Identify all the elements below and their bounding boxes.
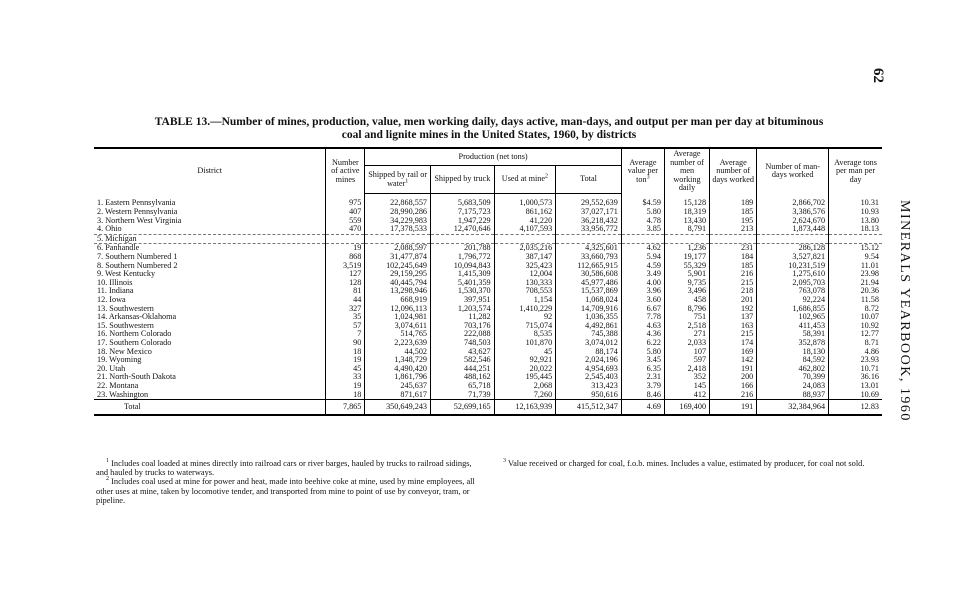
table-title-line2: coal and lignite mines in the United States, 1960, by districts (341, 129, 637, 141)
table-cell: 4.63 (621, 322, 664, 331)
table-cell: 3,519 (326, 262, 365, 271)
table-cell: 5.94 (621, 253, 664, 262)
table-cell: 1,275,610 (757, 270, 829, 279)
total-cell: 191 (710, 400, 757, 416)
table-cell: 2,033 (664, 339, 709, 348)
footnote-1-mark: 1 (106, 458, 109, 465)
table-cell: 245,637 (365, 382, 431, 391)
header-tons: Average tons per man per day (829, 148, 882, 194)
table-cell: 44,502 (365, 348, 431, 357)
table-cell: 11.01 (829, 262, 882, 271)
header-value-label: Average value per ton (627, 157, 658, 184)
table-cell: 950,616 (556, 391, 622, 400)
table-cell: 107 (664, 348, 709, 357)
table-cell: 10,231,519 (757, 262, 829, 271)
table-cell: 4,492,861 (556, 322, 622, 331)
table-cell: 195,445 (494, 373, 556, 382)
total-cell: 52,699,165 (431, 400, 495, 416)
district-name: 18. New Mexico (97, 346, 152, 356)
table-cell: 142 (710, 356, 757, 365)
footnote-3-mark: 3 (503, 458, 506, 465)
table-cell: 871,617 (365, 391, 431, 400)
table-cell: 58,391 (757, 330, 829, 339)
table-cell: 102,245,649 (365, 262, 431, 271)
table-cell: 19 (326, 244, 365, 253)
table-cell: 45 (494, 348, 556, 357)
table-cell: 101,870 (494, 339, 556, 348)
header-men: Average number of men working daily (664, 148, 709, 194)
table-cell: 488,162 (431, 373, 495, 382)
table-cell: 3.79 (621, 382, 664, 391)
table-cell: 9,735 (664, 279, 709, 288)
district-name: 20. Utah (97, 363, 126, 373)
table-cell: 169 (710, 348, 757, 357)
table-cell: 201 (710, 296, 757, 305)
table-cell: 444,251 (431, 365, 495, 374)
table-cell: 668,919 (365, 296, 431, 305)
district-name: 17. Southern Colorado (97, 337, 172, 347)
table-cell: 88,174 (556, 348, 622, 357)
table-cell: 71,739 (431, 391, 495, 400)
table-cell: 13.01 (829, 382, 882, 391)
table-cell: 45 (326, 365, 365, 374)
table-cell: 35 (326, 313, 365, 322)
table-cell: 5,901 (664, 270, 709, 279)
header-mandays: Number of man-days worked (757, 148, 829, 194)
district-name: 8. Southern Numbered 2 (97, 260, 178, 270)
table-cell: 10,094,843 (431, 262, 495, 271)
table-cell: 2,418 (664, 365, 709, 374)
table-cell: 130,333 (494, 279, 556, 288)
table-cell: 195 (710, 217, 757, 226)
table-cell: 8.72 (829, 305, 882, 314)
table-cell: 127 (326, 270, 365, 279)
district-name: 23. Washington (97, 389, 149, 399)
table-cell: 92,921 (494, 356, 556, 365)
table-cell: 11,282 (431, 313, 495, 322)
table-cell: 81 (326, 287, 365, 296)
table-cell: 1,024,981 (365, 313, 431, 322)
table-cell: 5,683,509 (431, 199, 495, 208)
table-cell: 37,027,171 (556, 208, 622, 217)
table-cell: 1,415,309 (431, 270, 495, 279)
table-cell: 3,496 (664, 287, 709, 296)
table-cell: 34,229,983 (365, 217, 431, 226)
table-cell: 1,873,448 (757, 225, 829, 234)
table-cell: 2,223,639 (365, 339, 431, 348)
table-cell: 745,388 (556, 330, 622, 339)
table-cell: 45,977,486 (556, 279, 622, 288)
district-name: 16. Northern Colorado (97, 329, 172, 339)
total-cell: 350,649,243 (365, 400, 431, 416)
footnote-1-text: Includes coal loaded at mines directly into railroad cars or river barges, hauled by trucks to railroad sidings, and hauled by trucks to waterways. (96, 459, 472, 478)
table-cell: 708,553 (494, 287, 556, 296)
table-cell: 582,546 (431, 356, 495, 365)
table-cell: 40,445,794 (365, 279, 431, 288)
header-used-note: 2 (545, 173, 548, 180)
table-cell: 18,130 (757, 348, 829, 357)
table-cell: 65,718 (431, 382, 495, 391)
table-cell: 88,937 (757, 391, 829, 400)
table-cell: 597 (664, 356, 709, 365)
table-cell: 192 (710, 305, 757, 314)
table-row (94, 391, 882, 400)
table-row (94, 225, 882, 234)
table-cell: 4,954,693 (556, 365, 622, 374)
table-cell: 1,068,024 (556, 296, 622, 305)
table-cell: 20.36 (829, 287, 882, 296)
table-cell: 57 (326, 322, 365, 331)
total-cell: 415,512,347 (556, 400, 622, 416)
district-name: 9. West Kentucky (97, 269, 156, 279)
table-cell: 70,399 (757, 373, 829, 382)
table-cell: 352,878 (757, 339, 829, 348)
table-cell: 1,861,796 (365, 373, 431, 382)
header-rail (365, 165, 431, 194)
table-cell: 271 (664, 330, 709, 339)
total-cell: 12.83 (829, 400, 882, 416)
table-cell: 29,552,639 (556, 199, 622, 208)
table-cell: 145 (664, 382, 709, 391)
table-cell: 18 (326, 391, 365, 400)
table-cell: 19 (326, 356, 365, 365)
header-district: District (94, 148, 326, 194)
table-cell: 411,453 (757, 322, 829, 331)
table-cell: 514,765 (365, 330, 431, 339)
table-cell: 200 (710, 373, 757, 382)
table-cell: 23.93 (829, 356, 882, 365)
table-cell: 703,176 (431, 322, 495, 331)
header-active-mines: Number of active mines (326, 148, 365, 194)
table-cell: 3,074,012 (556, 339, 622, 348)
district-name: 11. Indiana (97, 286, 134, 296)
table-cell: 763,078 (757, 287, 829, 296)
page-number: 62 (870, 68, 886, 83)
footnote-1 (96, 459, 476, 477)
total-cell: 4.69 (621, 400, 664, 416)
district-name: 15. Southwestern (97, 320, 154, 330)
table-cell: 10.93 (829, 208, 882, 217)
table-cell: 559 (326, 217, 365, 226)
table-cell: 2,088,597 (365, 244, 431, 253)
table-cell: 3.49 (621, 270, 664, 279)
footnote-2-mark: 2 (106, 476, 109, 483)
total-row (94, 400, 882, 416)
table-cell: 5.80 (621, 208, 664, 217)
table-cell: 715,074 (494, 322, 556, 331)
header-truck: Shipped by truck (431, 165, 495, 194)
district-name: 21. North-South Dakota (97, 372, 176, 382)
table-cell: 1,203,574 (431, 305, 495, 314)
header-rail-note: 1 (405, 177, 409, 184)
table-cell: 92 (494, 313, 556, 322)
table-cell: 470 (326, 225, 365, 234)
table-cell: 407 (326, 208, 365, 217)
table-cell: 11.58 (829, 296, 882, 305)
table-cell: 1,410,229 (494, 305, 556, 314)
table-cell: 4,490,420 (365, 365, 431, 374)
table-cell: 28,990,286 (365, 208, 431, 217)
table-cell: 15.12 (829, 244, 882, 253)
district-name: 7. Southern Numbered 1 (97, 252, 178, 262)
table-cell: 231 (710, 244, 757, 253)
table-cell: 213 (710, 225, 757, 234)
district-name: 4. Ohio (94, 225, 326, 234)
header-total: Total (556, 165, 622, 194)
table-cell: 43,627 (431, 348, 495, 357)
table-cell: 1,348,729 (365, 356, 431, 365)
table-cell: 33,956,772 (556, 225, 622, 234)
district-name: 2. Western Pennsylvania (97, 207, 178, 217)
footnote-3-text: Value received or charged for coal, f.o.b. mines. Includes a value, estimated by producer, for coal not sold. (507, 459, 865, 468)
total-cell: 7,865 (326, 400, 365, 416)
table-cell: 90 (326, 339, 365, 348)
table-cell: 10.07 (829, 313, 882, 322)
table-cell: 462,802 (757, 365, 829, 374)
table-cell: 55,329 (664, 262, 709, 271)
table-cell: 2,545,403 (556, 373, 622, 382)
table-cell: 112,665,915 (556, 262, 622, 271)
table-cell: 36.16 (829, 373, 882, 382)
table-cell: 13,298,946 (365, 287, 431, 296)
table-cell: 163 (710, 322, 757, 331)
table-cell: 18 (326, 348, 365, 357)
table-cell: 15,128 (664, 199, 709, 208)
district-name: 19. Wyoming (97, 355, 142, 365)
table-cell: 8.46 (621, 391, 664, 400)
table-cell: 4.00 (621, 279, 664, 288)
table-cell: 7,175,723 (431, 208, 495, 217)
total-cell: 12,163,939 (494, 400, 556, 416)
table-cell: 21.94 (829, 279, 882, 288)
table-cell: 18.13 (829, 225, 882, 234)
table-title (94, 116, 884, 142)
table-cell: 1,000,573 (494, 199, 556, 208)
table-cell: 4.86 (829, 348, 882, 357)
table-cell: 6.35 (621, 365, 664, 374)
header-value (621, 148, 664, 194)
table-cell: 137 (710, 313, 757, 322)
total-cell: 169,400 (664, 400, 709, 416)
table-cell: 189 (710, 199, 757, 208)
table-cell: 102,965 (757, 313, 829, 322)
district-name: 10. Illinois (97, 277, 133, 287)
table-cell: 1,530,370 (431, 287, 495, 296)
table-cell: 215 (710, 330, 757, 339)
table-cell: 201,788 (431, 244, 495, 253)
table-cell: 17,378,533 (365, 225, 431, 234)
table-cell: 2.31 (621, 373, 664, 382)
table-cell: 10.71 (829, 365, 882, 374)
table-cell: 23.98 (829, 270, 882, 279)
table-cell: 327 (326, 305, 365, 314)
district-name: 5. Michigan (94, 234, 326, 244)
table-cell: 128 (326, 279, 365, 288)
table-cell: 9.54 (829, 253, 882, 262)
district-name: 14. Arkansas-Oklahoma (97, 312, 177, 322)
table-cell: 12,096,113 (365, 305, 431, 314)
table-cell: 4.78 (621, 217, 664, 226)
table-cell: 33,660,793 (556, 253, 622, 262)
table-cell: 412 (664, 391, 709, 400)
table-cell: 1,154 (494, 296, 556, 305)
table-cell: 8,796 (664, 305, 709, 314)
table-cell: 12.77 (829, 330, 882, 339)
table-cell: 41,220 (494, 217, 556, 226)
coal-statistics-table (94, 147, 882, 416)
table-cell: 8,535 (494, 330, 556, 339)
table-cell: 10.92 (829, 322, 882, 331)
table-cell: 1,947,229 (431, 217, 495, 226)
table-cell: 2,518 (664, 322, 709, 331)
table-cell: 2,068 (494, 382, 556, 391)
table-cell: 12,004 (494, 270, 556, 279)
header-used (494, 165, 556, 194)
table-cell: 2,624,670 (757, 217, 829, 226)
table-cell: 4.36 (621, 330, 664, 339)
district-name: 1. Eastern Pennsylvania (97, 198, 176, 208)
table-cell: 751 (664, 313, 709, 322)
header-production: Production (net tons) (365, 148, 621, 165)
table-cell: 24,083 (757, 382, 829, 391)
running-head: MINERALS YEARBOOK, 1960 (897, 200, 912, 422)
table-cell: 3,527,821 (757, 253, 829, 262)
table-cell: 8,791 (664, 225, 709, 234)
table-cell: 1,686,855 (757, 305, 829, 314)
table-cell: $4.59 (621, 199, 664, 208)
table-cell: 19,177 (664, 253, 709, 262)
table-cell: 4.59 (621, 262, 664, 271)
table-cell: 19 (326, 382, 365, 391)
table-cell: 12,470,646 (431, 225, 495, 234)
table-cell: 7 (326, 330, 365, 339)
table-cell: 6.67 (621, 305, 664, 314)
table-cell: 18,319 (664, 208, 709, 217)
table-cell: 215 (710, 279, 757, 288)
table-cell: 286,128 (757, 244, 829, 253)
table-cell: 36,218,432 (556, 217, 622, 226)
table-cell: 2,024,196 (556, 356, 622, 365)
header-value-note: 3 (646, 174, 650, 181)
table-cell: 185 (710, 262, 757, 271)
table-cell: 166 (710, 382, 757, 391)
total-label: Total (94, 400, 326, 416)
header-days: Average number of days worked (710, 148, 757, 194)
total-cell: 32,384,964 (757, 400, 829, 416)
district-name: 12. Iowa (97, 295, 126, 304)
table-cell: 4,325,601 (556, 244, 622, 253)
footnote-3 (493, 459, 881, 468)
table-cell: 222,088 (431, 330, 495, 339)
table-cell: 185 (710, 208, 757, 217)
table-cell: 975 (326, 199, 365, 208)
table-cell: 20,022 (494, 365, 556, 374)
header-used-label: Used at mine (501, 174, 545, 184)
table-cell: 3.96 (621, 287, 664, 296)
table-cell: 2,866,702 (757, 199, 829, 208)
table-cell: 325,423 (494, 262, 556, 271)
table-cell: 174 (710, 339, 757, 348)
table-cell: 191 (710, 365, 757, 374)
footnotes-left (96, 459, 476, 505)
table-cell: 1,036,355 (556, 313, 622, 322)
table-cell: 4.62 (621, 244, 664, 253)
table-cell: 748,503 (431, 339, 495, 348)
footnotes-right (493, 459, 881, 468)
table-cell: 10.69 (829, 391, 882, 400)
table-cell: 3,386,576 (757, 208, 829, 217)
table-cell: 2,095,703 (757, 279, 829, 288)
table-cell: 1,796,772 (431, 253, 495, 262)
table-cell: 33 (326, 373, 365, 382)
table-cell: 8.71 (829, 339, 882, 348)
table-cell: 15,537,869 (556, 287, 622, 296)
table-cell: 3.45 (621, 356, 664, 365)
table-cell: 92,224 (757, 296, 829, 305)
table-cell: 7,260 (494, 391, 556, 400)
table-body (94, 199, 882, 399)
table-cell: 10.31 (829, 199, 882, 208)
table-cell: 30,586,608 (556, 270, 622, 279)
footnote-2 (96, 477, 476, 505)
table-cell: 7.78 (621, 313, 664, 322)
table-cell: 6.22 (621, 339, 664, 348)
table-cell: 3,074,611 (365, 322, 431, 331)
table-cell: 4,107,593 (494, 225, 556, 234)
table-cell: 458 (664, 296, 709, 305)
table-cell: 2,035,216 (494, 244, 556, 253)
table-cell: 861,162 (494, 208, 556, 217)
table-cell: 84,592 (757, 356, 829, 365)
table-cell: 13,430 (664, 217, 709, 226)
table-cell: 352 (664, 373, 709, 382)
footnote-2-text: Includes coal used at mine for power and heat, made into beehive coke at mine, used by mine employees, all other uses at mine, taken by locomotive tender, and transported from mine to point of use by conveyor, tram, or pipeline. (96, 477, 475, 505)
table-cell: 216 (710, 391, 757, 400)
table-cell: 13.80 (829, 217, 882, 226)
table-cell: 387,147 (494, 253, 556, 262)
table-cell: 868 (326, 253, 365, 262)
district-name: 13. Southwestern (97, 303, 154, 313)
table-cell: 22,868,557 (365, 199, 431, 208)
table-cell: 3.60 (621, 296, 664, 305)
district-name: 22. Montana (97, 380, 139, 390)
table-cell: 184 (710, 253, 757, 262)
table-title-line1: TABLE 13.—Number of mines, production, value, men working daily, days active, man-days, and output per man per day at bituminous (154, 116, 824, 128)
table-cell: 313,423 (556, 382, 622, 391)
table-cell: 5,401,359 (431, 279, 495, 288)
table-cell: 1,236 (664, 244, 709, 253)
table-cell: 44 (326, 296, 365, 305)
table-cell: 29,159,295 (365, 270, 431, 279)
header-rail-label: Shipped by rail or water (368, 170, 428, 188)
table-cell: 14,709,916 (556, 305, 622, 314)
table-cell: 397,951 (431, 296, 495, 305)
table-cell: 216 (710, 270, 757, 279)
table-cell: 3.85 (621, 225, 664, 234)
table-cell: 31,477,874 (365, 253, 431, 262)
table-cell: 218 (710, 287, 757, 296)
district-name: 6. Panhandle (97, 243, 140, 253)
district-name: 3. Northern West Virginia (97, 215, 182, 225)
table-cell: 5.80 (621, 348, 664, 357)
